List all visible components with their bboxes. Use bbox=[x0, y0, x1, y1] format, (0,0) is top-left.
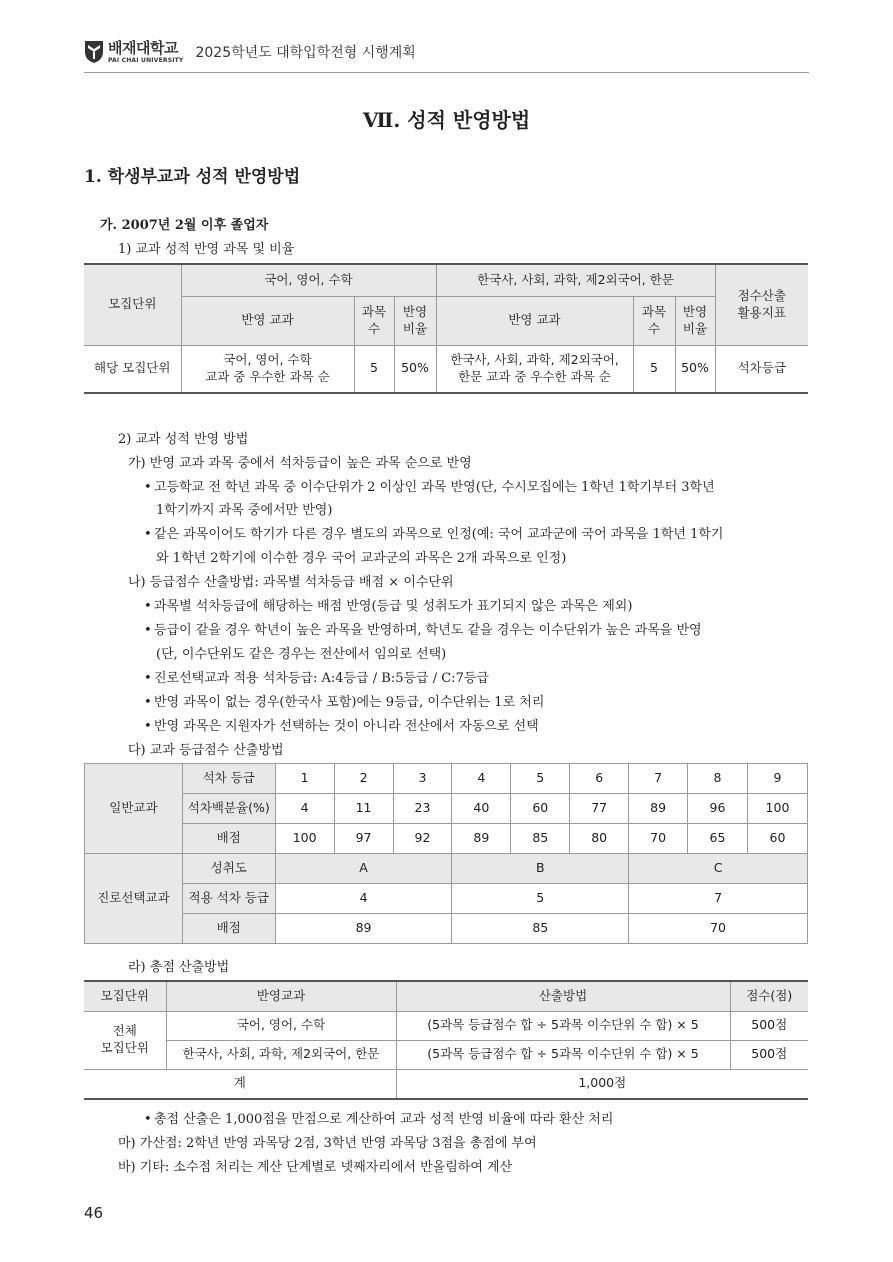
table-row bbox=[84, 1069, 808, 1099]
career-score-label: 배점 bbox=[182, 914, 275, 944]
section-title: 1. 학생부교과 성적 반영방법 bbox=[84, 167, 301, 187]
score-cell: 60 bbox=[747, 824, 807, 854]
ra-bullet-1: • 총점 산출은 1,000점을 만점으로 계산하여 교과 성적 반영 비율에 따라 환산 처리 bbox=[144, 1112, 614, 1127]
percentile-cell: 96 bbox=[688, 794, 748, 824]
header-subject-2: 반영 교과 bbox=[436, 296, 633, 345]
achievement-label: 성취도 bbox=[182, 854, 275, 884]
shield-icon bbox=[84, 40, 104, 64]
total-value: 1,000점 bbox=[396, 1069, 808, 1099]
header-ratio-1: 반영 비율 bbox=[394, 296, 436, 345]
chapter-title: Ⅶ. 성적 반영방법 bbox=[362, 108, 531, 132]
na-bullet-1: • 과목별 석차등급에 해당하는 배점 반영(등급 및 성취도가 표기되지 않은 과목은 제외) bbox=[144, 599, 633, 614]
method-cell: (5과목 등급점수 합 ÷ 5과목 이수단위 수 합) × 5 bbox=[396, 1040, 730, 1069]
row-g2-subject: 한국사, 사회, 과학, 제2외국어, 한문 교과 중 우수한 과목 순 bbox=[436, 345, 633, 393]
ga-bullet-1: • 고등학교 전 학년 과목 중 이수단위가 2 이상인 과목 반영(단, 수시모집에는 1학년 1학기부터 3학년 bbox=[144, 480, 715, 495]
rank-cell: 8 bbox=[688, 764, 748, 794]
percentile-cell: 60 bbox=[511, 794, 570, 824]
row-index: 석차등급 bbox=[715, 345, 808, 393]
table-row bbox=[84, 345, 808, 393]
percentile-cell: 89 bbox=[629, 794, 688, 824]
score-cell: 92 bbox=[393, 824, 452, 854]
rank-cell: 2 bbox=[334, 764, 393, 794]
header-group-1: 국어, 영어, 수학 bbox=[181, 264, 436, 296]
rank-cell: 1 bbox=[275, 764, 334, 794]
ra-heading: 라) 총점 산출방법 bbox=[128, 960, 230, 975]
score-cell: 97 bbox=[334, 824, 393, 854]
item-2-heading: 2) 교과 성적 반영 방법 bbox=[118, 432, 249, 447]
table-row bbox=[84, 1011, 808, 1040]
ga-heading: 가) 반영 교과 과목 중에서 석차등급이 높은 과목 순으로 반영 bbox=[128, 456, 472, 471]
career-subject-label: 진로선택교과 bbox=[85, 854, 183, 944]
page-header bbox=[84, 40, 416, 64]
percentile-label: 석차백분율(%) bbox=[182, 794, 275, 824]
row-g1-subject: 국어, 영어, 수학 교과 중 우수한 과목 순 bbox=[181, 345, 354, 393]
ma-line: 마) 가산점: 2학년 반영 과목당 2점, 3학년 반영 과목당 3점을 총점에 부여 bbox=[118, 1136, 537, 1151]
ga-bullet-2-cont: 와 1학년 2학기에 이수한 경우 국어 교과군의 과목은 2개 과목으로 인정) bbox=[156, 551, 567, 566]
score-cell: 80 bbox=[570, 824, 629, 854]
percentile-cell: 23 bbox=[393, 794, 452, 824]
achievement-cell: B bbox=[452, 854, 629, 884]
percentile-cell: 100 bbox=[747, 794, 807, 824]
row-g1-ratio: 50% bbox=[394, 345, 436, 393]
na-bullet-4: • 반영 과목이 없는 경우(한국사 포함)에는 9등급, 이수단위는 1로 처리 bbox=[144, 695, 545, 710]
total-label: 계 bbox=[84, 1069, 396, 1099]
header-index: 점수산출 활용지표 bbox=[715, 264, 808, 345]
score-cell: 500점 bbox=[730, 1011, 808, 1040]
applied-rank-label: 적용 석차 등급 bbox=[182, 884, 275, 914]
percentile-cell: 40 bbox=[452, 794, 511, 824]
rank-cell: 9 bbox=[747, 764, 807, 794]
row-g2-count: 5 bbox=[633, 345, 675, 393]
unit-cell: 전체 모집단위 bbox=[84, 1011, 166, 1069]
header-count-1: 과목 수 bbox=[354, 296, 394, 345]
career-score-cell: 70 bbox=[629, 914, 808, 944]
subject-cell: 한국사, 사회, 과학, 제2외국어, 한문 bbox=[166, 1040, 396, 1069]
row-unit: 해당 모집단위 bbox=[84, 345, 181, 393]
career-score-cell: 89 bbox=[275, 914, 452, 944]
item-1-heading: 1) 교과 성적 반영 과목 및 비율 bbox=[118, 242, 295, 257]
header-subject: 반영교과 bbox=[166, 981, 396, 1011]
score-cell: 89 bbox=[452, 824, 511, 854]
ga-bullet-1-cont: 1학기까지 과목 중에서만 반영) bbox=[156, 503, 333, 518]
na-bullet-5: • 반영 과목은 지원자가 선택하는 것이 아니라 전산에서 자동으로 선택 bbox=[144, 719, 539, 734]
ga-bullet-2: • 같은 과목이어도 학기가 다른 경우 별도의 과목으로 인정(예: 국어 교과군에 국어 과목을 1학년 1학기 bbox=[144, 527, 724, 542]
logo-korean-text: 배재대학교 bbox=[108, 38, 178, 57]
achievement-cell: C bbox=[629, 854, 808, 884]
header-divider bbox=[84, 72, 809, 73]
rank-cell: 5 bbox=[511, 764, 570, 794]
percentile-cell: 4 bbox=[275, 794, 334, 824]
rank-label: 석차 등급 bbox=[182, 764, 275, 794]
score-cell: 70 bbox=[629, 824, 688, 854]
career-score-cell: 85 bbox=[452, 914, 629, 944]
header-score: 점수(점) bbox=[730, 981, 808, 1011]
grade-score-table bbox=[84, 763, 808, 944]
table-row bbox=[84, 1040, 808, 1069]
header-method: 산출방법 bbox=[396, 981, 730, 1011]
percentile-cell: 77 bbox=[570, 794, 629, 824]
rank-cell: 7 bbox=[629, 764, 688, 794]
rank-cell: 4 bbox=[452, 764, 511, 794]
score-cell: 85 bbox=[511, 824, 570, 854]
university-logo bbox=[84, 40, 183, 64]
score-cell: 500점 bbox=[730, 1040, 808, 1069]
page-number: 46 bbox=[84, 1204, 104, 1222]
subject-ratio-table bbox=[84, 263, 808, 394]
rank-cell: 3 bbox=[393, 764, 452, 794]
na-bullet-3: • 진로선택교과 적용 석차등급: A:4등급 / B:5등급 / C:7등급 bbox=[144, 671, 489, 686]
header-count-2: 과목 수 bbox=[633, 296, 675, 345]
general-subject-label: 일반교과 bbox=[85, 764, 183, 854]
header-title: 2025학년도 대학입학전형 시행계획 bbox=[195, 45, 416, 61]
applied-rank-cell: 4 bbox=[275, 884, 452, 914]
score-cell: 100 bbox=[275, 824, 334, 854]
ba-line: 바) 기타: 소수점 처리는 계산 단계별로 넷째자리에서 반올림하여 계산 bbox=[118, 1160, 513, 1175]
logo-english-text: PAI CHAI UNIVERSITY bbox=[108, 56, 184, 64]
applied-rank-cell: 5 bbox=[452, 884, 629, 914]
score-label: 배점 bbox=[182, 824, 275, 854]
header-group-2: 한국사, 사회, 과학, 제2외국어, 한문 bbox=[436, 264, 715, 296]
header-unit: 모집단위 bbox=[84, 981, 166, 1011]
method-cell: (5과목 등급점수 합 ÷ 5과목 이수단위 수 합) × 5 bbox=[396, 1011, 730, 1040]
row-g2-ratio: 50% bbox=[675, 345, 715, 393]
achievement-cell: A bbox=[275, 854, 452, 884]
na-bullet-2-cont: (단, 이수단위도 같은 경우는 전산에서 임의로 선택) bbox=[156, 647, 447, 662]
total-score-table bbox=[84, 980, 808, 1100]
applied-rank-cell: 7 bbox=[629, 884, 808, 914]
na-bullet-2: • 등급이 같을 경우 학년이 높은 과목을 반영하며, 학년도 같을 경우는 이수단위가 높은 과목을 반영 bbox=[144, 623, 702, 638]
percentile-cell: 11 bbox=[334, 794, 393, 824]
header-subject-1: 반영 교과 bbox=[181, 296, 354, 345]
header-ratio-2: 반영 비율 bbox=[675, 296, 715, 345]
subject-cell: 국어, 영어, 수학 bbox=[166, 1011, 396, 1040]
score-cell: 65 bbox=[688, 824, 748, 854]
rank-cell: 6 bbox=[570, 764, 629, 794]
subsection-title: 가. 2007년 2월 이후 졸업자 bbox=[100, 218, 269, 233]
header-unit: 모집단위 bbox=[84, 264, 181, 345]
da-heading: 다) 교과 등급점수 산출방법 bbox=[128, 743, 284, 758]
row-g1-count: 5 bbox=[354, 345, 394, 393]
na-heading: 나) 등급점수 산출방법: 과목별 석차등급 배점 × 이수단위 bbox=[128, 575, 454, 590]
